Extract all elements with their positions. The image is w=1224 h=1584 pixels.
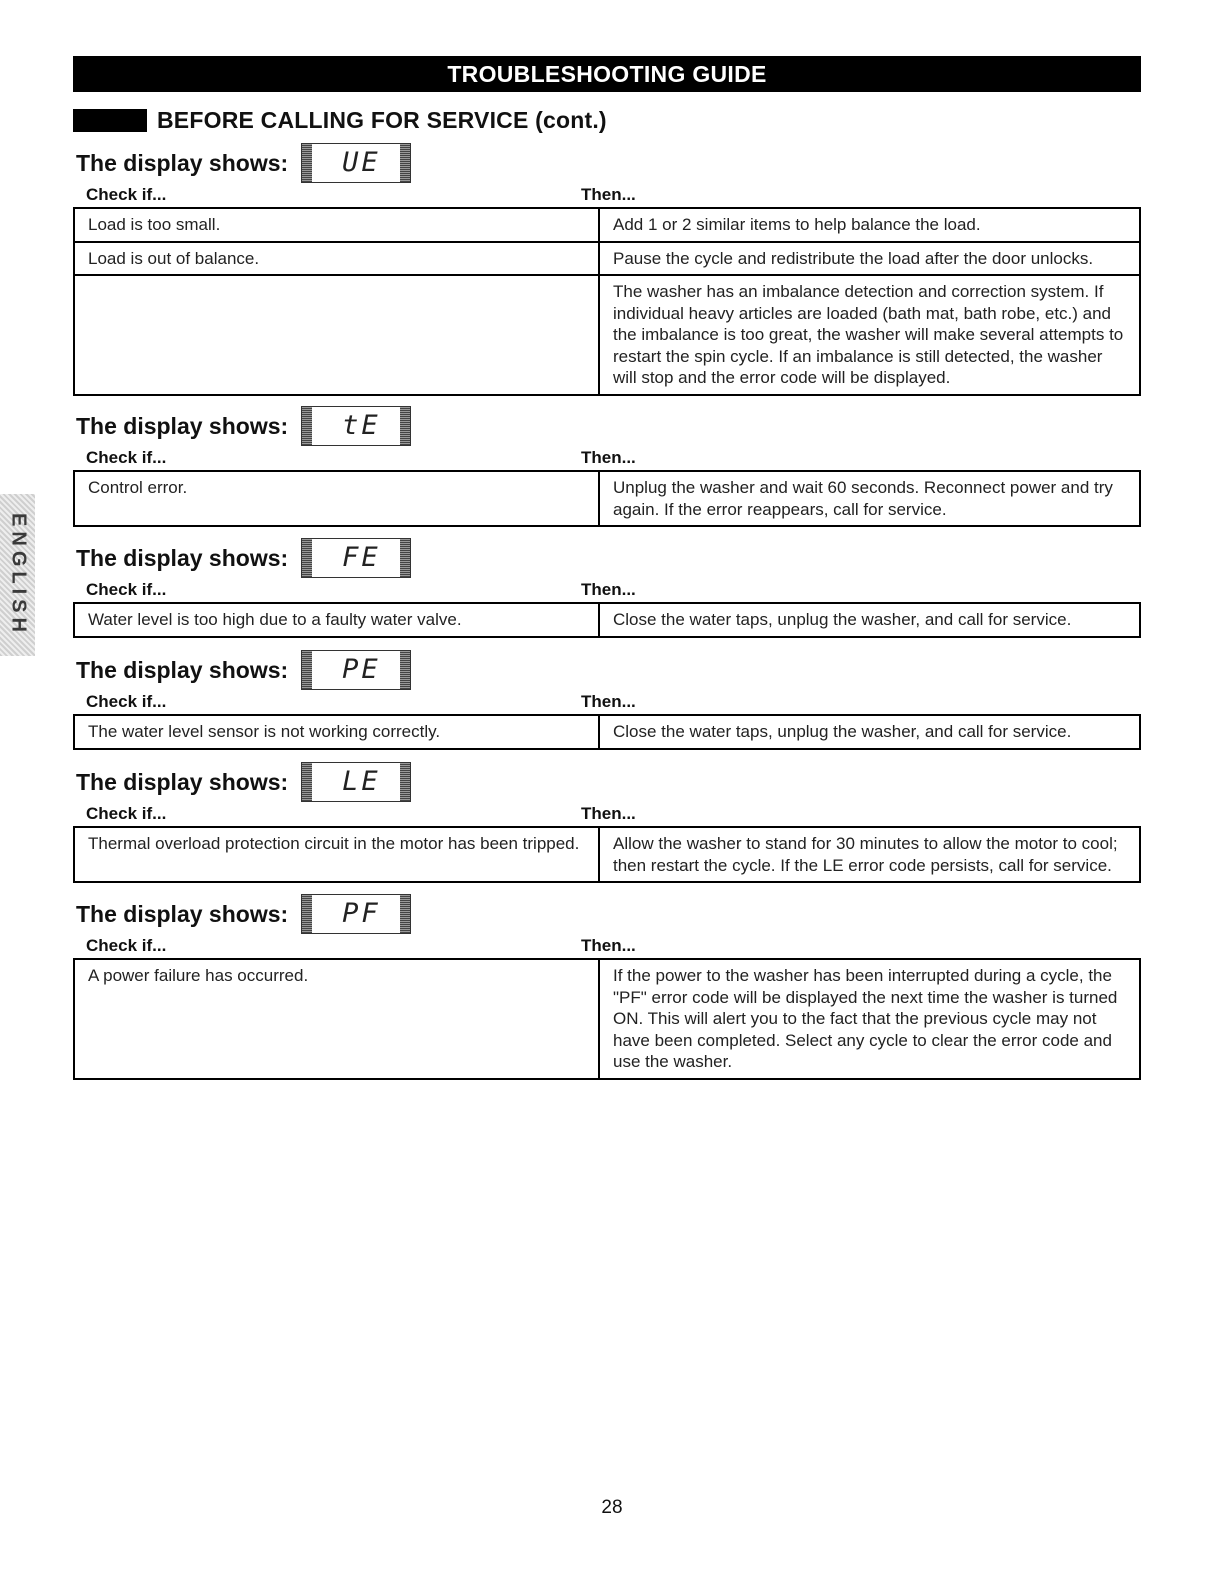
error-code: UE <box>342 147 381 178</box>
lcd-display <box>301 762 411 802</box>
display-label: The display shows: <box>76 149 289 176</box>
language-tab <box>0 494 35 656</box>
then-header: Then... <box>581 936 636 955</box>
table-row <box>74 242 1140 276</box>
section-title: BEFORE CALLING FOR SERVICE (cont.) <box>157 106 607 133</box>
table-row <box>74 603 1140 637</box>
display-label: The display shows: <box>76 768 289 795</box>
then-header: Then... <box>581 185 636 204</box>
troubleshoot-table <box>73 714 1141 750</box>
troubleshoot-table <box>73 470 1141 527</box>
troubleshoot-table <box>73 826 1141 883</box>
then-cell: Pause the cycle and redistribute the load after the door unlocks. <box>599 242 1140 276</box>
check-header: Check if... <box>86 580 167 599</box>
then-cell: Add 1 or 2 similar items to help balance the load. <box>599 208 1140 242</box>
check-header: Check if... <box>86 804 167 823</box>
troubleshoot-table <box>73 602 1141 638</box>
display-label: The display shows: <box>76 900 289 927</box>
error-block-le <box>73 762 1141 883</box>
then-cell: Close the water taps, unplug the washer, and call for service. <box>599 715 1140 749</box>
error-code: FE <box>342 542 381 573</box>
check-cell: The water level sensor is not working correctly. <box>74 715 599 749</box>
error-code: PF <box>342 898 381 929</box>
check-cell: Control error. <box>74 471 599 526</box>
error-code: LE <box>342 766 381 797</box>
check-cell: Water level is too high due to a faulty water valve. <box>74 603 599 637</box>
language-tab-label: ENGLISH <box>7 513 29 637</box>
then-cell: Close the water taps, unplug the washer, and call for service. <box>599 603 1140 637</box>
check-header: Check if... <box>86 936 167 955</box>
check-header: Check if... <box>86 692 167 711</box>
then-header: Then... <box>581 804 636 823</box>
display-label: The display shows: <box>76 656 289 683</box>
display-label: The display shows: <box>76 412 289 439</box>
page-number: 28 <box>601 1497 623 1518</box>
lcd-display <box>301 894 411 934</box>
lcd-display <box>301 650 411 690</box>
section-heading <box>73 107 607 133</box>
then-cell: Allow the washer to stand for 30 minutes to allow the motor to cool; then restart the cycle. If the LE error code persists, call for service. <box>599 827 1140 882</box>
lcd-display <box>301 538 411 578</box>
display-label: The display shows: <box>76 544 289 571</box>
then-cell: The washer has an imbalance detection and correction system. If individual heavy articles are loaded (bath mat, bath robe, etc.) and the imbalance is too great, the washer will make several attempts to restart the spin cycle. If an imbalance is still detected, the washer will stop and the error code will be displayed. <box>599 275 1140 395</box>
check-cell: Thermal overload protection circuit in the motor has been tripped. <box>74 827 599 882</box>
check-header: Check if... <box>86 448 167 467</box>
table-row <box>74 827 1140 882</box>
error-block-ue <box>73 143 1141 396</box>
error-block-fe <box>73 538 1141 638</box>
lcd-display <box>301 406 411 446</box>
check-cell <box>74 275 599 395</box>
section-bar <box>73 109 147 132</box>
table-row <box>74 471 1140 526</box>
troubleshoot-table <box>73 207 1141 396</box>
check-cell: Load is too small. <box>74 208 599 242</box>
check-cell: A power failure has occurred. <box>74 959 599 1079</box>
lcd-display <box>301 143 411 183</box>
table-row <box>74 715 1140 749</box>
table-row <box>74 275 1140 395</box>
then-cell: If the power to the washer has been interrupted during a cycle, the "PF" error code will be displayed the next time the washer is turned ON. This will alert you to the fact that the previous cycle may not have been completed. Select any cycle to clear the error code and use the washer. <box>599 959 1140 1079</box>
error-block-pe <box>73 650 1141 750</box>
error-block-te <box>73 406 1141 527</box>
error-block-pf <box>73 894 1141 1080</box>
page-banner: TROUBLESHOOTING GUIDE <box>73 56 1141 92</box>
check-header: Check if... <box>86 185 167 204</box>
table-row <box>74 959 1140 1079</box>
table-row <box>74 208 1140 242</box>
then-cell: Unplug the washer and wait 60 seconds. Reconnect power and try again. If the error reappears, call for service. <box>599 471 1140 526</box>
then-header: Then... <box>581 448 636 467</box>
error-code: PE <box>342 654 381 685</box>
troubleshoot-table <box>73 958 1141 1080</box>
then-header: Then... <box>581 580 636 599</box>
then-header: Then... <box>581 692 636 711</box>
error-code: tE <box>342 410 381 441</box>
check-cell: Load is out of balance. <box>74 242 599 276</box>
